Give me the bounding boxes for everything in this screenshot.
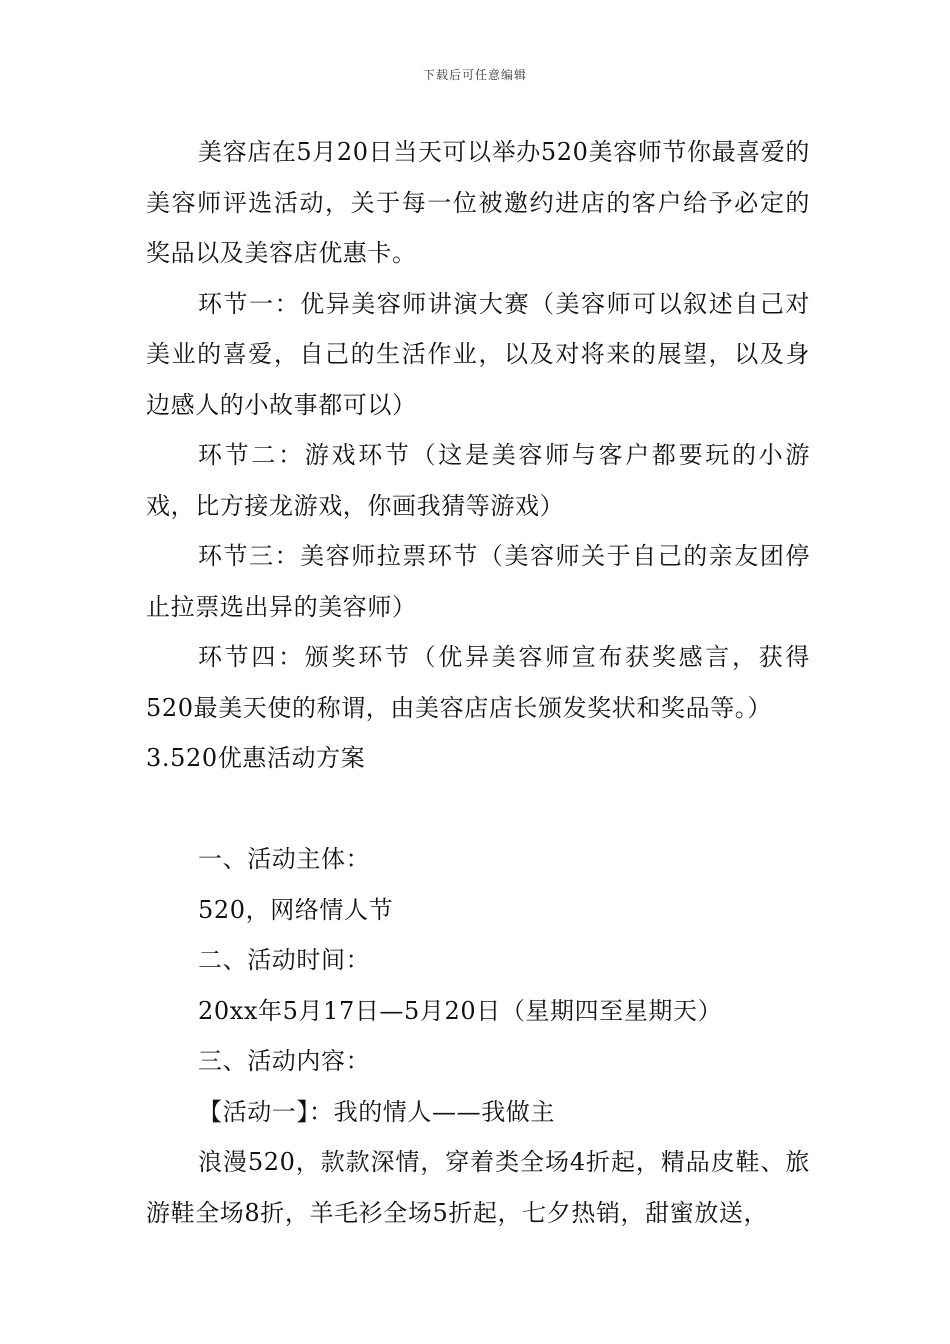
paragraph-stage-three: 环节三：美容师拉票环节（美容师关于自己的亲友团停止拉票选出异的美容师） [146,542,810,621]
paragraph-stage-two: 环节二：游戏环节（这是美容师与客户都要玩的小游戏，比方接龙游戏，你画我猜等游戏） [146,441,810,520]
paragraph-stage-four: 环节四：颁奖环节（优异美容师宣布获奖感言，获得520最美天使的称谓，由美容店店长颁发奖状和奖品等。） [146,643,810,722]
item-activity-time: 20xx年5月17日—5月20日（星期四至星期天） [198,996,723,1025]
document-body [146,127,810,1238]
section-title: 3.520优惠活动方案 [146,744,366,772]
item-activity-one-title: 【活动一】：我的情人——我做主 [198,1097,555,1126]
item-activity-content-heading: 三、活动内容： [198,1047,371,1075]
item-activity-time-heading: 二、活动时间： [198,946,371,974]
page-header-note: 下载后可任意编辑 [422,68,527,82]
paragraph-stage-one: 环节一：优异美容师讲演大赛（美容师可以叙述自己对美业的喜爱，自己的生活作业，以及对将来的展望，以及身边感人的小故事都可以） [146,289,810,419]
paragraph-intro: 美容店在5月20日当天可以举办520美容师节你最喜爱的美容师评选活动，关于每一位被邀约进店的客户给予必定的奖品以及美容店优惠卡。 [146,138,810,267]
item-activity-subject: 520，网络情人节 [198,895,394,924]
blank-line [146,784,810,835]
item-activity-subject-heading: 一、活动主体： [198,845,371,873]
item-activity-one-detail: 浪漫520，款款深情，穿着类全场4折起，精品皮鞋、旅游鞋全场8折，羊毛衫全场5折起，七夕热销，甜蜜放送， [146,1148,810,1227]
